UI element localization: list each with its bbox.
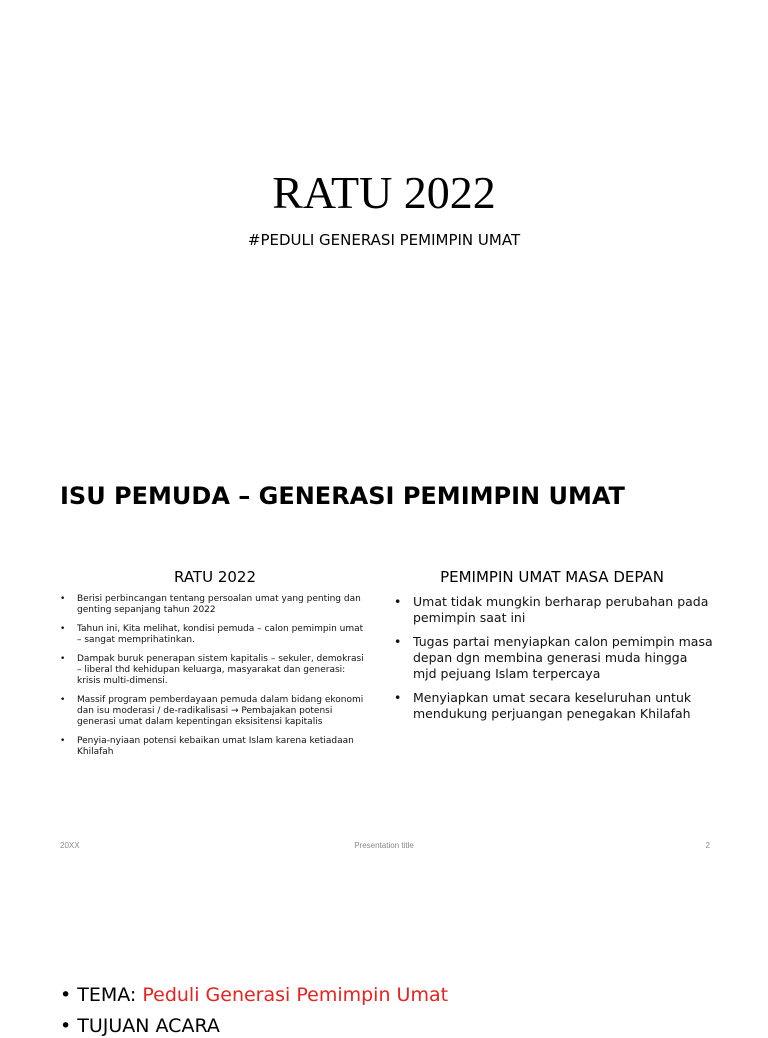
bullet-icon: • [394, 634, 402, 649]
bullet-icon: • [60, 1015, 78, 1037]
left-column-heading: RATU 2022 [174, 568, 256, 586]
right-column-heading: PEMIMPIN UMAT MASA DEPAN [440, 568, 664, 586]
theme-line [60, 983, 448, 1007]
list-item: • Penyia-nyiaan potensi kebaikan umat Islam karena ketiadaan Khilafah [60, 736, 354, 757]
bullet-icon: • [60, 736, 66, 746]
bullet-icon: • [60, 654, 66, 664]
list-item: • Dampak buruk penerapan sistem kapitalis – sekuler, demokrasi – liberal thd kehidupan keluarga, masyarakat dan generasi: krisis multi-dimensi. [60, 654, 364, 686]
bullet-icon: • [60, 695, 66, 705]
purpose-line [60, 1014, 220, 1038]
theme-label: TEMA: [77, 984, 143, 1006]
title-slide [0, 0, 768, 432]
content-slide [0, 432, 768, 864]
agenda-slide [0, 864, 768, 1037]
list-item: • Massif program pemberdayaan pemuda dalam bidang ekonomi dan isu moderasi / de-radikalisasi → Pembajakan potensi generasi umat dalam kepentingan eksisitensi kapitalis [60, 695, 364, 727]
theme-value: Peduli Generasi Pemimpin Umat [142, 984, 449, 1006]
slide-heading: ISU PEMUDA – GENERASI PEMIMPIN UMAT [60, 482, 625, 510]
bullet-icon: • [60, 624, 66, 634]
bullet-icon: • [60, 594, 66, 604]
bullet-icon: • [394, 594, 402, 609]
slide-title: RATU 2022 [272, 167, 496, 218]
list-item: • Umat tidak mungkin berharap perubahan pada pemimpin saat ini [394, 594, 709, 625]
list-item: • Tahun ini, Kita melihat, kondisi pemuda – calon pemimpin umat – sangat memprihatinkan. [60, 624, 364, 645]
right-bullet-list [394, 594, 714, 730]
bullet-icon: • [60, 984, 78, 1006]
bullet-icon: • [394, 690, 402, 705]
footer-page-number: 2 [705, 841, 710, 850]
list-item: • Menyiapkan umat secara keseluruhan untuk mendukung perjuangan penegakan Khilafah [394, 690, 692, 721]
purpose-label: TUJUAN ACARA [77, 1015, 220, 1037]
footer-date: 20XX [60, 841, 80, 850]
list-item: • Tugas partai menyiapkan calon pemimpin masa depan dgn membina generasi muda hingga mjd pejuang Islam terpercaya [394, 634, 713, 681]
slide-subtitle: #PEDULI GENERASI PEMIMPIN UMAT [247, 231, 521, 249]
left-bullet-list [60, 594, 370, 766]
footer-presentation-title: Presentation title [354, 841, 414, 850]
list-item: • Berisi perbincangan tentang persoalan umat yang penting dan genting sepanjang tahun 2022 [60, 594, 361, 615]
